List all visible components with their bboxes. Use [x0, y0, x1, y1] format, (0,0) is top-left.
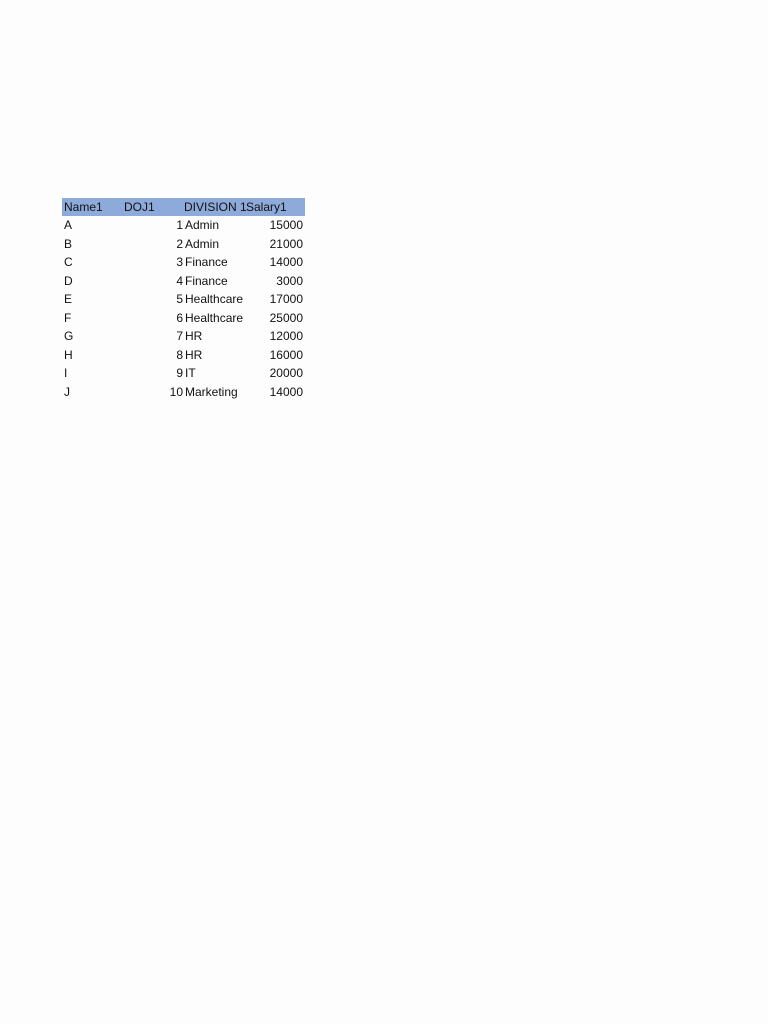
cell-division[interactable]: Healthcare — [185, 310, 244, 325]
cell-division[interactable]: Healthcare — [185, 292, 244, 306]
cell-division[interactable]: Marketing — [185, 384, 238, 399]
cell-name[interactable]: B — [64, 236, 73, 251]
cell-salary[interactable]: 15000 — [269, 218, 303, 232]
cell-name[interactable]: F — [64, 310, 72, 325]
header-name[interactable]: Name1 — [64, 200, 103, 214]
cell-name[interactable]: H — [64, 347, 73, 362]
cell-id[interactable]: 10 — [169, 384, 183, 399]
cell-name[interactable]: A — [64, 218, 73, 232]
table-row — [62, 364, 305, 383]
cell-division[interactable]: HR — [185, 329, 203, 343]
cell-division[interactable]: Admin — [185, 236, 220, 251]
table-body — [62, 216, 305, 401]
cell-salary[interactable]: 14000 — [269, 255, 303, 269]
header-salary[interactable]: Salary1 — [246, 200, 287, 214]
cell-name[interactable]: J — [64, 384, 70, 399]
table-row — [62, 272, 305, 291]
cell-salary[interactable]: 14000 — [269, 384, 303, 399]
header-doj[interactable]: DOJ1 — [124, 200, 155, 214]
cell-id[interactable]: 5 — [176, 292, 183, 306]
cell-division[interactable]: Finance — [185, 273, 228, 288]
header-row — [62, 198, 305, 216]
cell-salary[interactable]: 20000 — [269, 366, 303, 380]
cell-id[interactable]: 8 — [176, 347, 183, 362]
cell-division[interactable]: Finance — [185, 255, 228, 269]
cell-division[interactable]: Admin — [185, 218, 220, 232]
table-row — [62, 346, 305, 365]
cell-id[interactable]: 4 — [176, 273, 183, 288]
cell-salary[interactable]: 21000 — [269, 236, 303, 251]
cell-name[interactable]: G — [64, 329, 74, 343]
cell-id[interactable]: 7 — [176, 329, 183, 343]
spreadsheet-table — [62, 198, 305, 401]
table-row — [62, 290, 305, 309]
table-row — [62, 383, 305, 402]
cell-name[interactable]: I — [64, 366, 68, 380]
cell-name[interactable]: C — [64, 255, 73, 269]
cell-salary[interactable]: 17000 — [269, 292, 303, 306]
table-row — [62, 235, 305, 254]
header-division[interactable]: DIVISION 1 — [184, 200, 247, 214]
table-row — [62, 327, 305, 346]
cell-name[interactable]: E — [64, 292, 73, 306]
table-row — [62, 309, 305, 328]
cell-id[interactable]: 3 — [176, 255, 183, 269]
cell-id[interactable]: 2 — [176, 236, 183, 251]
cell-id[interactable]: 9 — [176, 366, 183, 380]
cell-name[interactable]: D — [64, 273, 73, 288]
cell-id[interactable]: 1 — [176, 218, 183, 232]
cell-salary[interactable]: 25000 — [269, 310, 303, 325]
cell-salary[interactable]: 12000 — [269, 329, 303, 343]
cell-salary[interactable]: 3000 — [276, 273, 303, 288]
cell-division[interactable]: HR — [185, 347, 203, 362]
table-row — [62, 253, 305, 272]
table-row — [62, 216, 305, 235]
cell-id[interactable]: 6 — [176, 310, 183, 325]
cell-division[interactable]: IT — [185, 366, 196, 380]
cell-salary[interactable]: 16000 — [269, 347, 303, 362]
